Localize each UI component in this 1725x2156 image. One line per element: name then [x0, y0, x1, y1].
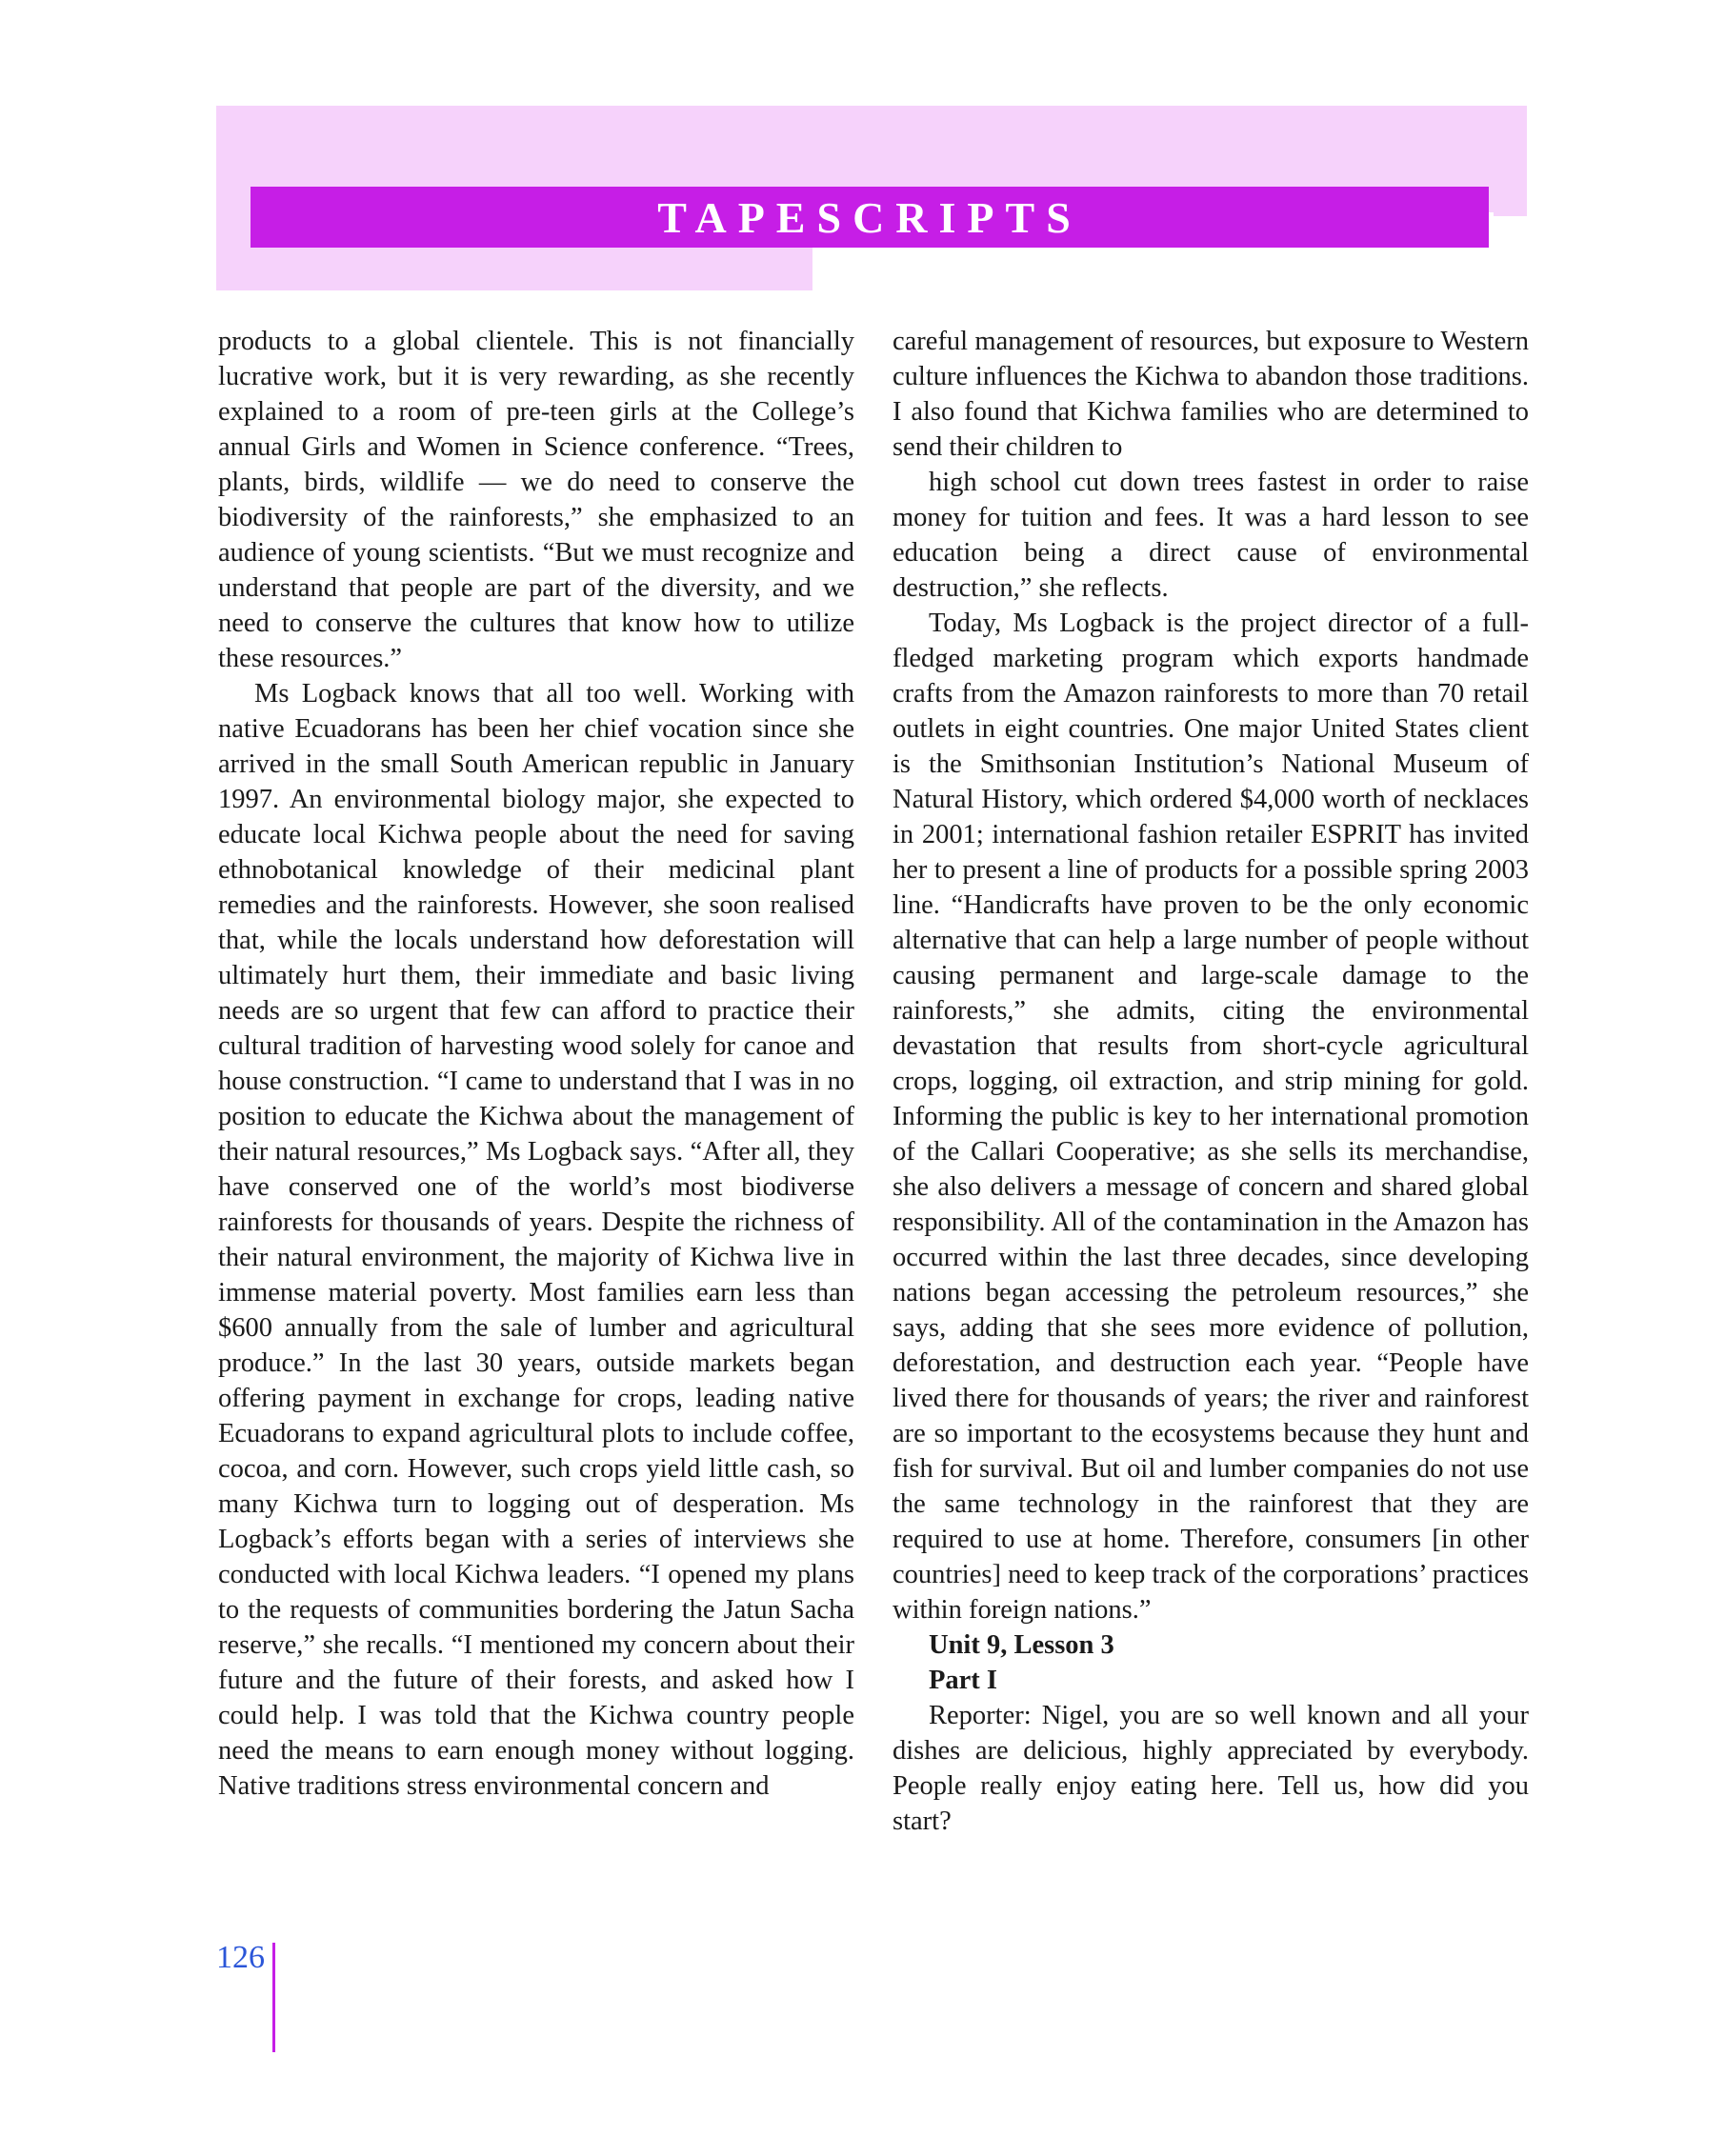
paragraph: high school cut down trees fastest in order to raise money for tuition and fees. It was a hard lesson to see education being a direct cause of environmental destruction,” she reflects. [893, 468, 1529, 603]
paragraph: products to a global clientele. This is not financially lucrative work, but it is very rewarding, as she recently explained to a room of pre-teen girls at the College’s annual Girls and Women in Science conference. “Trees, plants, birds, wildlife — we do need to conserve the biodiversity of the rainforests,” she emphasized to an audience of young scientists. “But we must recognize and understand that people are part of the diversity, and we need to conserve the cultures that know how to utilize these resources.” [218, 327, 854, 673]
left-column [218, 324, 854, 1804]
section-title-bar [251, 187, 1489, 248]
paragraph: Today, Ms Logback is the project director of a full-fledged marketing program which exports handmade crafts from the Amazon rainforests to more than 70 retail outlets in eight countries. One major United States client is the Smithsonian Institution’s National Museum of Natural History, which ordered $4,000 worth of necklaces in 2001; international fashion retailer ESPRIT has invited her to present a line of products for a possible spring 2003 line. “Handicrafts have proven to be the only economic alternative that can help a large number of people without causing permanent and large-scale damage to the rainforests,” she admits, citing the environmental devastation that results from short-cycle agricultural crops, logging, oil extraction, and strip mining for gold. Informing the public is key to her international promotion of the Callari Cooperative; as she sells its merchandise, she also delivers a message of concern and shared global responsibility. All of the contamination in the Amazon has occurred within the last three decades, since developing nations began accessing the petroleum resources,” she says, adding that she sees more evidence of pollution, deforestation, and destruction each year. “People have lived there for thousands of years; the river and rainforest are so important to the ecosystems because they hunt and fish for survival. But oil and lumber companies do not use the same technology in the rainforest that they are required to use at home. Therefore, consumers [in other countries] need to keep track of the corporations’ practices within foreign nations.” [893, 609, 1529, 1625]
part-heading: Part I [929, 1666, 998, 1695]
paragraph: Ms Logback knows that all too well. Working with native Ecuadorans has been her chief vocation since she arrived in the small South American republic in January 1997. An environmental biology major, she expected to educate local Kichwa people about the need for saving ethnobotanical knowledge of their medicinal plant remedies and the rainforests. However, she soon realised that, while the locals understand how deforestation will ultimately hurt them, their immediate and basic living needs are so urgent that few can afford to practice their cultural tradition of harvesting wood solely for canoe and house construction. “I came to understand that I was in no position to educate the Kichwa about the management of their natural resources,” Ms Logback says. “After all, they have conserved one of the world’s most biodiverse rainforests for thousands of years. Despite the richness of their natural environment, the majority of Kichwa live in immense material poverty. Most families earn less than $600 annually from the sale of lumber and agricultural produce.” In the last 30 years, outside markets began offering payment in exchange for crops, leading native Ecuadorans to expand agricultural plots to include coffee, cocoa, and corn. However, such crops yield little cash, so many Kichwa turn to logging out of desperation. Ms Logback’s efforts began with a series of interviews she conducted with local Kichwa leaders. “I opened my plans to the requests of communities bordering the Jatun Sacha reserve,” she recalls. “I mentioned my concern about their future and the future of their forests, and asked how I could help. I was told that the Kichwa country people need the means to earn enough money without logging. Native traditions stress environmental concern and [218, 679, 854, 1801]
paragraph: careful management of resources, but exposure to Western culture influences the Kichwa to abandon those traditions. I also found that Kichwa families who are determined to send their children to [893, 327, 1529, 462]
header-band-edge [1494, 212, 1527, 216]
paragraph: Reporter: Nigel, you are so well known and all your dishes are delicious, highly appreciated by everybody. People really enjoy eating here. Tell us, how did you start? [893, 1701, 1529, 1836]
page-number-rule [272, 1943, 275, 2052]
right-column [893, 324, 1529, 1839]
section-title: TAPESCRIPTS [657, 192, 1082, 242]
page-number: 126 [216, 1940, 265, 1975]
unit-heading: Unit 9, Lesson 3 [929, 1630, 1114, 1660]
